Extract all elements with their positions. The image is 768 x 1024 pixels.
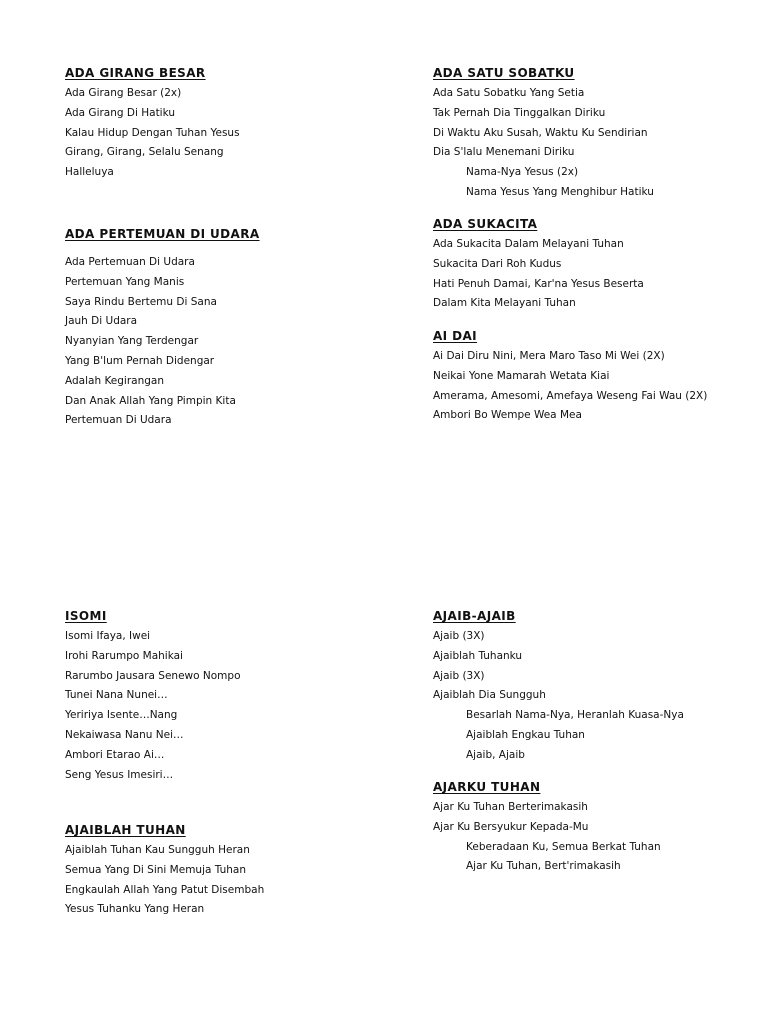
lyric-line: Ajar Ku Bersyukur Kepada-Mu — [433, 820, 589, 833]
lyric-line: Tak Pernah Dia Tinggalkan Diriku — [433, 106, 606, 119]
lyric-line: Yeririya Isente…Nang — [65, 709, 178, 722]
song-ada-girang-besar — [65, 64, 240, 183]
song-title: ISOMI — [65, 609, 107, 623]
lyric-line: Ada Girang Besar (2x) — [65, 87, 182, 99]
lyric-line: Semua Yang Di Sini Memuja Tuhan — [65, 863, 246, 876]
lyric-line: Seng Yesus Imesiri… — [65, 768, 174, 781]
song-title: AJARKU TUHAN — [433, 780, 541, 794]
song-title: ADA GIRANG BESAR — [65, 66, 206, 80]
lyric-line: Isomi Ifaya, Iwei — [65, 630, 151, 642]
song-title: AI DAI — [433, 329, 478, 343]
lyric-line: Amerama, Amesomi, Amefaya Weseng Fai Wau (2X) — [433, 389, 708, 402]
lyric-line: Dan Anak Allah Yang Pimpin Kita — [65, 394, 236, 407]
lyric-line: Di Waktu Aku Susah, Waktu Ku Sendirian — [433, 126, 648, 139]
lyric-line: Ajar Ku Tuhan Berterimakasih — [433, 801, 588, 813]
song-ada-sukacita — [433, 215, 644, 314]
lyric-line-indented: Ajaib, Ajaib — [466, 748, 525, 761]
lyric-line: Ambori Etarao Ai… — [65, 748, 165, 761]
song-ajaiblah-tuhan — [65, 821, 264, 920]
lyric-line: Ada Pertemuan Di Udara — [65, 256, 195, 268]
lyric-line: Nyanyian Yang Terdengar — [65, 335, 199, 348]
lyric-line: Dalam Kita Melayani Tuhan — [433, 297, 576, 310]
lyric-line: Dia S'lalu Menemani Diriku — [433, 146, 575, 159]
lyric-line: Ajaiblah Tuhanku — [433, 649, 523, 662]
lyric-line: Tunei Nana Nunei… — [65, 689, 168, 702]
lyric-line-indented: Besarlah Nama-Nya, Heranlah Kuasa-Nya — [466, 709, 684, 722]
lyric-line: Neikai Yone Mamarah Wetata Kiai — [433, 369, 610, 382]
lyric-line: Saya Rindu Bertemu Di Sana — [65, 295, 217, 308]
lyric-line: Adalah Kegirangan — [65, 374, 165, 387]
lyric-line: Pertemuan Yang Manis — [65, 275, 185, 288]
song-ai-dai — [433, 327, 707, 426]
song-ada-pertemuan-di-udara — [65, 225, 260, 431]
lyric-line: Ada Sukacita Dalam Melayani Tuhan — [433, 238, 624, 250]
lyric-line: Ai Dai Diru Nini, Mera Maro Taso Mi Wei (2X) — [433, 350, 665, 362]
lyric-line: Kalau Hidup Dengan Tuhan Yesus — [65, 126, 240, 139]
lyric-line: Irohi Rarumpo Mahikai — [65, 649, 183, 662]
lyric-line-indented: Keberadaan Ku, Semua Berkat Tuhan — [466, 840, 661, 853]
song-ajarku-tuhan — [433, 778, 661, 877]
lyric-line: Nekaiwasa Nanu Nei… — [65, 728, 184, 741]
lyric-line: Jauh Di Udara — [65, 315, 138, 328]
lyric-line: Ajaib (3X) — [433, 630, 485, 642]
lyric-line: Rarumbo Jausara Senewo Nompo — [65, 669, 241, 682]
song-ada-satu-sobatku — [433, 64, 654, 203]
lyric-line: Ada Girang Di Hatiku — [65, 106, 176, 119]
lyric-line-indented: Ajar Ku Tuhan, Bert'rimakasih — [466, 860, 621, 873]
lyric-line-indented: Nama-Nya Yesus (2x) — [466, 166, 579, 179]
lyric-line: Halleluya — [65, 166, 114, 179]
song-title: ADA PERTEMUAN DI UDARA — [65, 227, 260, 241]
lyric-line-indented: Nama Yesus Yang Menghibur Hatiku — [466, 185, 654, 198]
lyric-line-indented: Ajaiblah Engkau Tuhan — [466, 728, 585, 741]
lyric-line: Engkaulah Allah Yang Patut Disembah — [65, 883, 265, 896]
lyric-line: Ada Satu Sobatku Yang Setia — [433, 87, 585, 99]
lyric-line: Ajaiblah Tuhan Kau Sungguh Heran — [65, 844, 250, 856]
song-ajaib-ajaib — [433, 607, 684, 766]
lyric-line: Sukacita Dari Roh Kudus — [433, 257, 562, 270]
song-title: ADA SUKACITA — [433, 217, 538, 231]
lyric-line: Yang B'lum Pernah Didengar — [65, 354, 215, 367]
song-title: ADA SATU SOBATKU — [433, 66, 575, 80]
song-isomi — [65, 607, 241, 785]
lyric-line: Ajaiblah Dia Sungguh — [433, 689, 546, 702]
lyric-line: Yesus Tuhanku Yang Heran — [65, 903, 205, 916]
lyric-line: Pertemuan Di Udara — [65, 414, 172, 427]
song-title: AJAIBLAH TUHAN — [65, 823, 186, 837]
lyric-line: Hati Penuh Damai, Kar'na Yesus Beserta — [433, 277, 644, 290]
lyric-line: Ajaib (3X) — [433, 669, 485, 682]
song-title: AJAIB-AJAIB — [433, 609, 516, 623]
lyric-line: Ambori Bo Wempe Wea Mea — [433, 409, 582, 422]
lyric-line: Girang, Girang, Selalu Senang — [65, 146, 224, 159]
